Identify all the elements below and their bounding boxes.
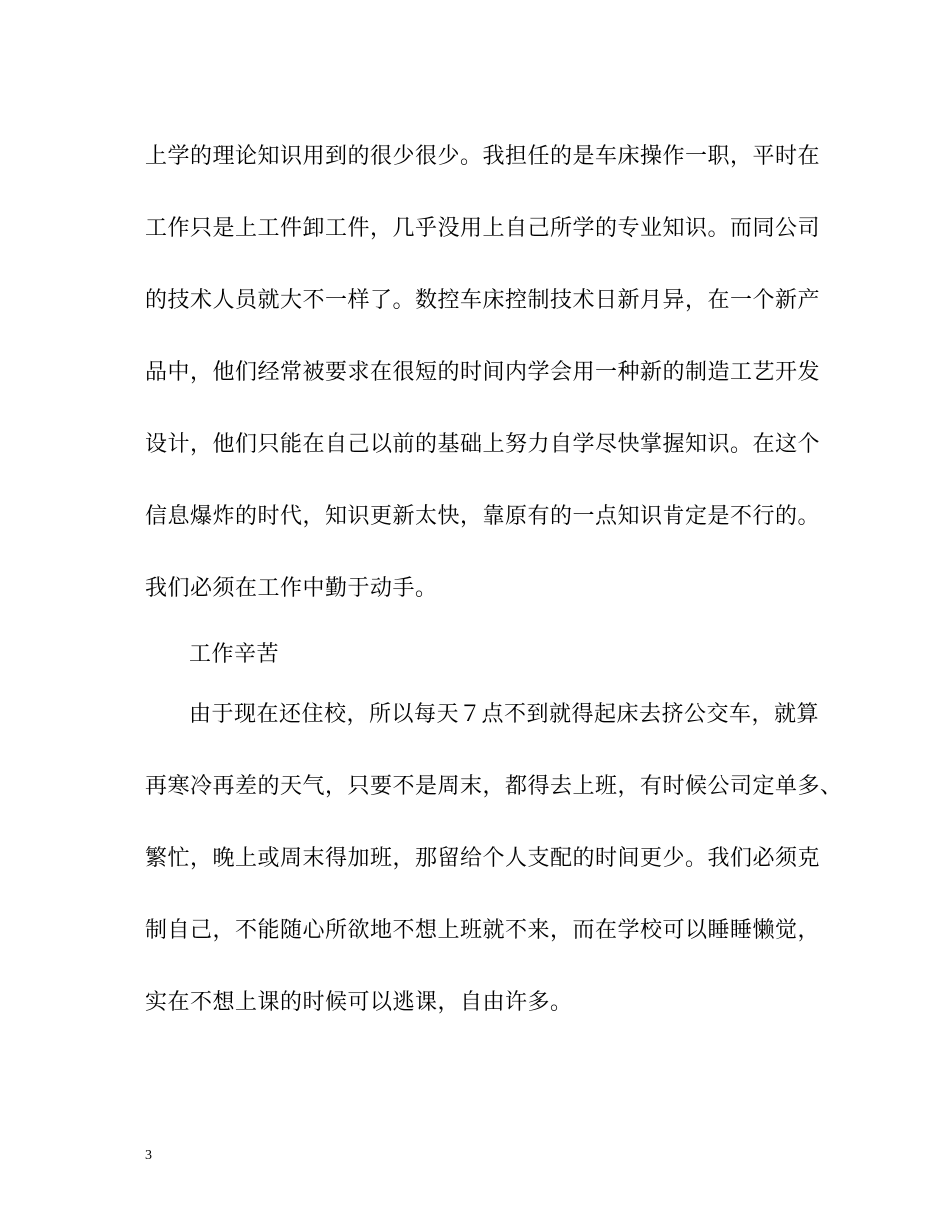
paragraph-2-line-4: 制自己，不能随心所欲地不想上班就不来，而在学校可以睡睡懒觉， [145,918,821,943]
paragraph-1-line-6: 信息爆炸的时代，知识更新太快，靠原有的一点知识肯定是不行的。 [145,504,821,529]
paragraph-1-line-5: 设计，他们只能在自己以前的基础上努力自学尽快掌握知识。在这个 [145,432,821,457]
paragraph-1-line-2: 工作只是上工件卸工件，几乎没用上自己所学的专业知识。而同公司 [145,216,821,241]
paragraph-1-line-1: 上学的理论知识用到的很少很少。我担任的是车床操作一职，平时在 [145,144,821,169]
section-heading: 工作辛苦 [189,642,280,667]
paragraph-2-line-3: 繁忙，晚上或周末得加班，那留给个人支配的时间更少。我们必须克 [145,846,821,871]
paragraph-2-line-1: 由于现在还住校，所以每天７点不到就得起床去挤公交车，就算 [189,702,820,727]
paragraph-2-line-2: 再寒冷再差的天气，只要不是周末，都得去上班，有时候公司定单多、 [145,774,843,799]
paragraph-1-line-4: 品中，他们经常被要求在很短的时间内学会用一种新的制造工艺开发 [145,360,821,385]
paragraph-2-line-5: 实在不想上课的时候可以逃课，自由许多。 [145,990,573,1015]
page-number: 3 [145,1148,152,1163]
paragraph-1-line-3: 的技术人员就大不一样了。数控车床控制技术日新月异，在一个新产 [145,288,821,313]
paragraph-1-line-7: 我们必须在工作中勤于动手。 [145,576,438,601]
